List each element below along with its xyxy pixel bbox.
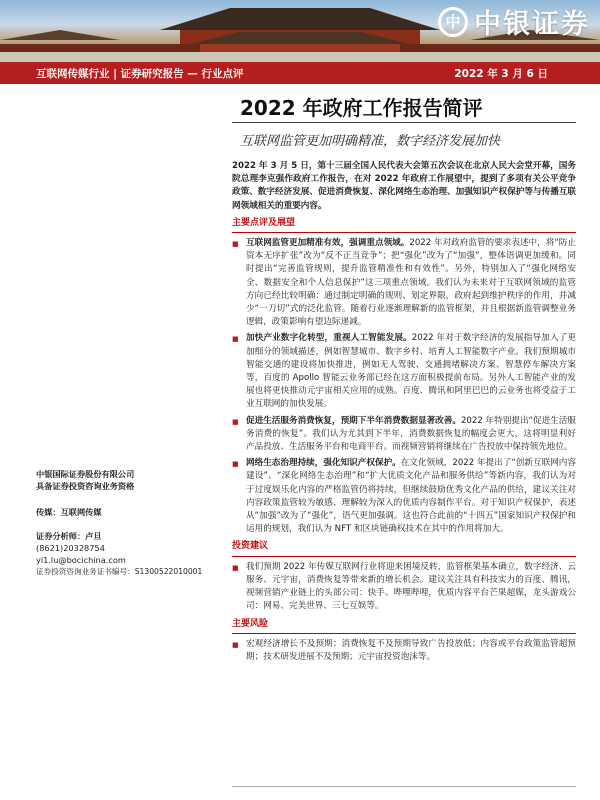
company-logo [438, 2, 590, 41]
industry-label: 互联网传媒行业 | 证券研究报告 — 行业点评 [36, 68, 244, 80]
list-item [232, 638, 576, 664]
report-title: 2022 年政府工作报告简评 [240, 96, 483, 120]
square-bullet-icon: ■ [232, 460, 239, 469]
list-item [232, 561, 576, 614]
list-item [232, 415, 576, 455]
point-heading: 加快产业数字化转型，重视人工智能发展。 [246, 333, 412, 344]
point-body: 2022 年对政府监管的要求表述中，将“防止资本无序扩张”改为“反不正当竞争”；把“强化”改为了“加强”，整体语调更加缓和。同时提出“完善监管规则，提升监管精准性和有效性”。另外，特别加入了“强化网络安全、数据安全和个人信息保护”这三项重点领域。我们认为未来对于互联网领域的监管方向已经比较明确：通过制定明确的规则、划定界限，政府起到维护秩序的作用，并减少“一刀切”式的泛化监管。随着行业逐渐理解新的监管框架，并且根据新监管调整业务逻辑，政策影响有望边际递减。 [246, 238, 576, 328]
section-divider [232, 232, 576, 233]
invest-text: 我们预期 2022 年传媒互联网行业将迎来困境反转，监管框架基本确立，数字经济、云服务、元宇宙，消费恢复等带来新的增长机会。建议关注具有科技实力的百度、腾讯，视频营销产业链上的头部公司：快手、哔哩哔哩，优质内容平台芒果超媒，龙头游戏公司：网易、完美世界、三七互娱等。 [246, 561, 576, 612]
sector-label: 传媒：互联网传媒 [36, 507, 102, 517]
section-heading-risk: 主要风险 [232, 618, 269, 629]
point-body: 在文化领域，2022 年提出了“创新互联网内容建设”、“深化网络生态治理”和“扩大优质文化产品和服务供给”等新内容，我们认为对于过度娱乐化内容的严格监管仍将持续，但继续鼓励优秀文化产品的供给，建议关注对内容政策监管较为敏感、理解较为深入的优质内容制作平台。对于知识产权保护，表述从“加强”改为了“强化”，语气更加强调。这也符合此前的“十四五”国家知识产权保护和运用的规划，我们认为 NFT 和区块链确权技术在其中的作用将加大。 [246, 458, 576, 535]
section-divider [232, 556, 576, 557]
point-body: 2022 年特别提出“促进生活服务消费的恢复”。我们认为尤其到下半年，消费数据恢复的幅度会更大，这将明显利好产品投放、生活服务平台和电商平台。而视频营销将继续在广告投放中保持领先地位。 [246, 415, 576, 453]
main-content [232, 160, 576, 667]
risk-text: 宏观经济增长不及预期；消费恢复不及预期导致广告投放低；内容或平台政策监管超预期；技术研发进展不及预期；元宇宙投资泡沫等。 [246, 638, 576, 662]
square-bullet-icon: ■ [232, 417, 239, 426]
list-item [232, 457, 576, 536]
square-bullet-icon: ■ [232, 563, 239, 572]
list-item [232, 237, 576, 329]
intro-paragraph: 2022 年 3 月 5 日，第十三届全国人民代表大会第五次会议在北京人民大会堂开幕，国务院总理李克强作政府工作报告，在对 2022 年政府工作展望中，提到了多项有关公平竞争政策、数字经济发展、促进消费恢复、深化网络生态治理、加强知识产权保护等与传播互联网领域相关的重要内容。 [232, 161, 576, 211]
sidebar-info [36, 468, 216, 578]
report-subtitle: 互联网监管更加明确精准，数字经济发展加快 [240, 134, 501, 149]
company-name: 中银国际证券股份有限公司 [36, 469, 135, 479]
logo-icon: 中 [438, 7, 468, 37]
square-bullet-icon: ■ [232, 640, 239, 649]
title-divider [232, 122, 576, 123]
analyst-email: yi1.lu@bocichina.com [36, 555, 126, 565]
company-qualification: 具备证券投资咨询业务资格 [36, 481, 135, 491]
category-bar [0, 62, 600, 84]
square-bullet-icon: ■ [232, 240, 239, 249]
point-heading: 互联网监管更加精准有效，强调重点领域。 [246, 238, 410, 249]
section-heading-invest: 投资建议 [232, 541, 269, 552]
logo-text: 中银证券 [474, 9, 590, 40]
report-date: 2022 年 3 月 6 日 [454, 68, 548, 80]
footer-divider [232, 786, 576, 787]
point-body: 2022 年对于数字经济的发展指导加入了更加细分的领域描述，例如智慧城市、数字乡村、培育人工智能数字产业。我们预期城市智能交通的建设将加快推进，例如无人驾驶、交通拥堵解决方案、智慧停车解决方案等，百度的 Apollo 智能云业务部已经在这方面积极提前布局。另外人工智能产业的发展也将更快推动元宇宙相关应用的成熟。百度、腾讯和阿里巴巴的云业务也将受益于工业互联网的加快发展。 [246, 333, 576, 410]
license-number: 证券投资咨询业务证书编号：S1300522010001 [36, 567, 203, 576]
section-divider [232, 633, 576, 634]
analyst-phone: (8621)20328754 [36, 543, 105, 553]
point-heading: 网络生态治理持续，强化知识产权保护。 [246, 458, 401, 469]
section-heading-main: 主要点评及展望 [232, 217, 296, 228]
header-banner [0, 0, 600, 62]
square-bullet-icon: ■ [232, 335, 239, 344]
list-item [232, 332, 576, 411]
point-heading: 促进生活服务消费恢复，预期下半年消费数据显著改善。 [246, 415, 461, 426]
analyst-name: 证券分析师：卢旦 [36, 531, 102, 541]
